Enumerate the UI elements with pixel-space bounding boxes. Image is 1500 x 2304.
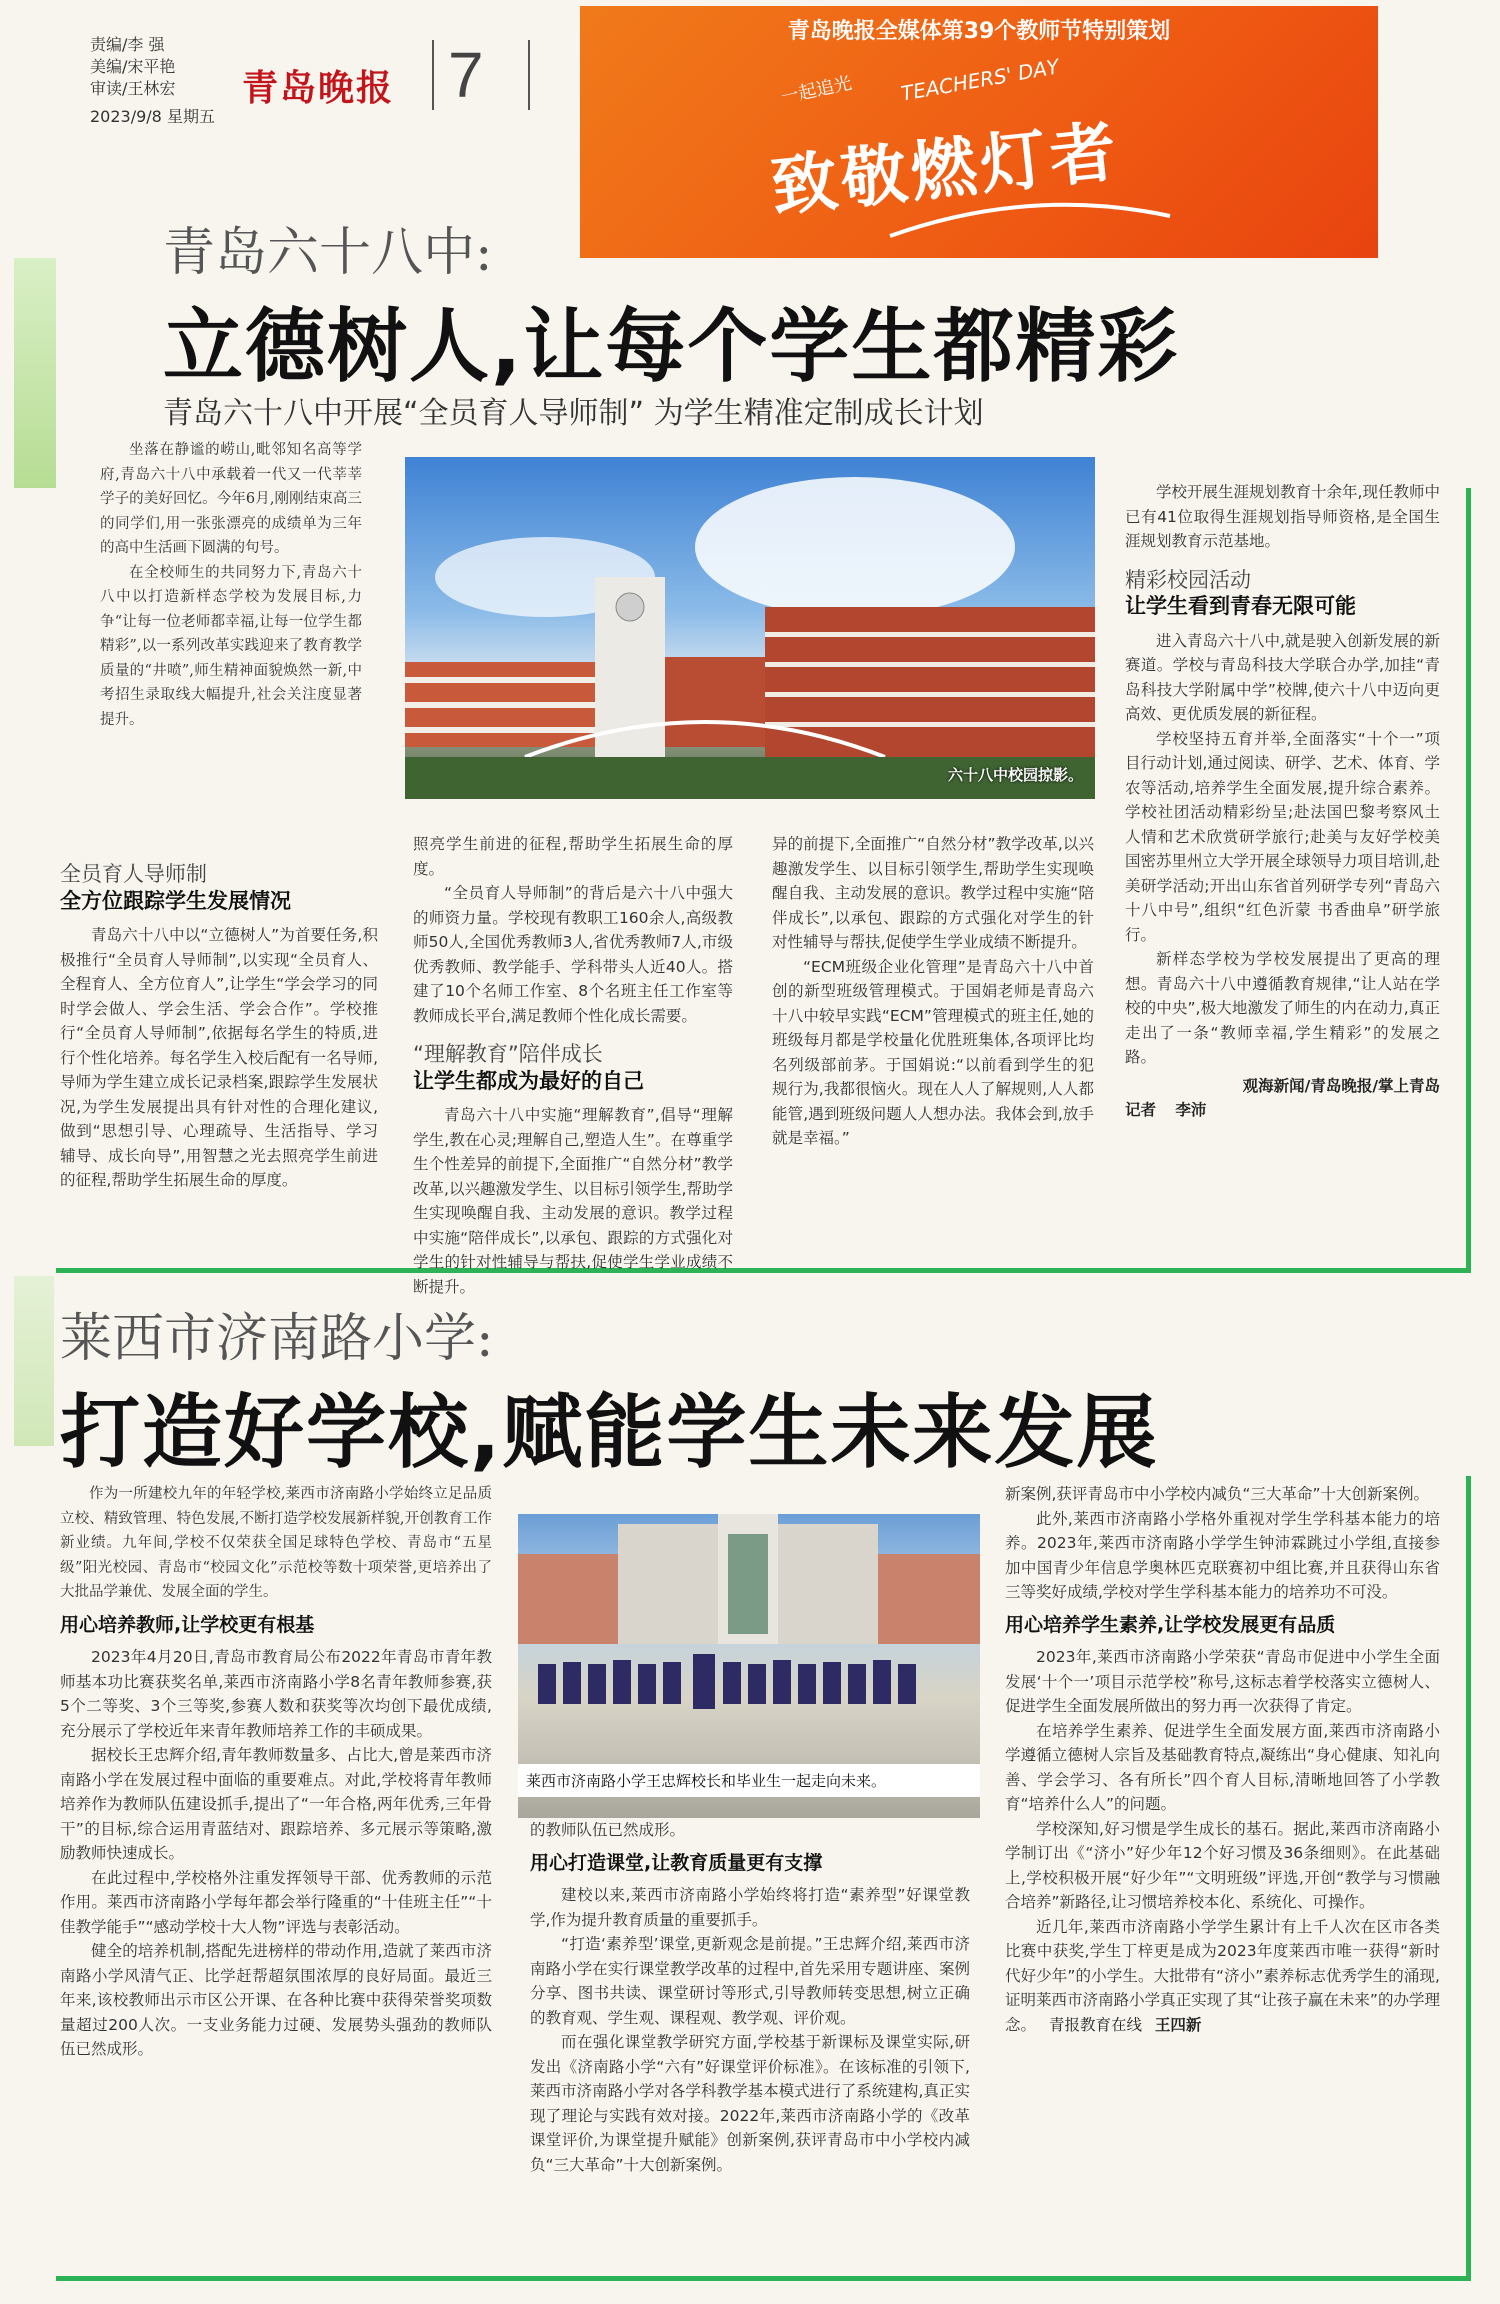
page-number: 7 bbox=[448, 39, 484, 111]
paragraph: 此外,莱西市济南路小学格外重视对学生学科基本能力的培养。2023年,莱西市济南路小学学生钟沛霖跳过小学组,直接参加中国青少年信息学奥林匹克联赛初中组比赛,并且获得山东省三等奖好成绩,学校对学生学科基本能力的培养功不可没。 bbox=[1005, 1509, 1440, 1601]
byline-source: 观海新闻/青岛晚报/掌上青岛 bbox=[1242, 1076, 1440, 1095]
paragraph: 而在强化课堂教学研究方面,学校基于新课标及课堂实际,研发出《济南路小学“六有”好课堂评价标准》。在该标准的引领下,莱西市济南路小学对各学科教学基本模式进行了系统建构,真正实现了理论与实践有效对接。2022年,莱西市济南路小学的《改革课堂评价,为课堂提升赋能》创新案例,获评青岛市中小学校内减负“三大革命”十大创新案例。 bbox=[530, 2033, 970, 2174]
paragraph: “ECM班级企业化管理”是青岛六十八中首创的新型班级管理模式。于国娟老师是青岛六十八中较早实践“ECM”管理模式的班主任,她的班级每月都是学校量化优胜班集体,各项评比均名列级部前茅。于国娟说:“以前看到学生的犯规行为,我都很恼火。现在人人了解规则,人人都能管,遇到班级问题人人想办法。我体会到,放手就是幸福。” bbox=[772, 957, 1094, 1147]
divider bbox=[432, 40, 434, 110]
article2-headline: 打造好学校,赋能学生未来发展 bbox=[60, 1386, 1159, 1479]
paragraph: 在培养学生素养、促进学生全面发展方面,莱西市济南路小学遵循立德树人宗旨及基础教育特点,凝练出“身心健康、知礼向善、学会学习、各有所长”四个育人目标,清晰地回答了小学教育“培养什么人”的问题。 bbox=[1005, 1721, 1440, 1813]
paragraph: 坐落在静谧的崂山,毗邻知名高等学府,青岛六十八中承载着一代又一代莘莘学子的美好回忆。今年6月,刚刚结束高三的同学们,用一张张漂亮的成绩单为三年的高中生活画下圆满的句号。 bbox=[100, 442, 362, 556]
editor-credit: 责编/李 强 bbox=[90, 35, 165, 54]
paragraph: 作为一所建校九年的年轻学校,莱西市济南路小学始终立足品质立校、精致管理、特色发展,不断打造学校发展新样貌,开创教育工作新业绩。九年间,学校不仅荣获全国足球特色学校、青岛市“五星级”阳光校园、青岛市“校园文化”示范校等数十项荣誉,更培养出了大批品学兼优、发展全面的学生。 bbox=[60, 1486, 492, 1600]
paragraph-text: 近几年,莱西市济南路小学学生累计有上千人次在区市各类比赛中获奖,学生丁梓更是成为2023年度莱西市唯一获得“新时代好少年”的小学生。大批带有“济小”素养标志优秀学生的涌现,证明莱西市济南路小学真正实现了其“让孩子赢在未来”的办学理念。 bbox=[1005, 1917, 1440, 2034]
section-kicker: “理解教育”陪伴成长 bbox=[413, 1042, 603, 1066]
decorative-leaf-strip bbox=[14, 1276, 54, 1446]
paper-logo: 青岛晚报 bbox=[242, 67, 395, 109]
paragraph: 新案例,获评青岛市中小学校内减负“三大革命”十大创新案例。 bbox=[1005, 1485, 1429, 1503]
paragraph: 青岛六十八中以“立德树人”为首要任务,积极推行“全员育人导师制”,以实现“全员育人、全程育人、全方位育人”,让学生“学会学习的同时学会做人、学会生活、学会合作”。学校推行“全员育人导师制”,依据每名学生的特质,进行个性化培养。每名学生入校后配有一名导师,导师为学生建立成长记录档案,跟踪学生发展状况,为学生发展提出具有针对性的合理化建议,做到“思想引导、心理疏导、生活指导、学习辅导、成长向导”,用智慧之光去照亮学生前进的征程,帮助学生拓展生命的厚度。 bbox=[60, 926, 378, 1189]
article2-col3 bbox=[1005, 1482, 1440, 2037]
paragraph: 学校坚持五育并举,全面落实“十个一”项目行动计划,通过阅读、研学、艺术、体育、学农等活动,培养学生全面发展,提升综合素养。学校社团活动精彩纷呈;赴法国巴黎考察风土人情和艺术欣赏研学旅行;赴美与友好学校美国密苏里州立大学开展全球领导力项目培训,赴美研学活动;开出山东省首列研学专列“青岛六十八中号”,组织“红色沂蒙 书香曲阜”研学旅行。 bbox=[1125, 729, 1440, 944]
article1-col4 bbox=[1125, 480, 1440, 1123]
special-banner bbox=[580, 6, 1378, 258]
paragraph: 学校深知,好习惯是学生成长的基石。据此,莱西市济南路小学制订出《“济小”好少年12个好习惯及36条细则》。在此基础上,学校积极开展“好少年”“文明班级”评选,开创“教学与习惯融合培养”新路径,让习惯培养校本化、系统化、可操作。 bbox=[1005, 1819, 1440, 1911]
issue-date: 2023/9/8 星期五 bbox=[90, 107, 215, 126]
section-title: 用心培养学生素养,让学校发展更有品质 bbox=[1005, 1613, 1336, 1636]
paragraph: 健全的培养机制,搭配先进榜样的带动作用,造就了莱西市济南路小学风清气正、比学赶帮超氛围浓厚的良好局面。最近三年来,该校教师出示市区公开课、在各种比赛中获得荣誉奖项数量超过200人次。一支业务能力过硬、发展势头强劲的教师队伍已然成形。 bbox=[60, 1942, 492, 2058]
article1-col1 bbox=[60, 848, 378, 1275]
article2-col1 bbox=[60, 1482, 492, 2063]
article1-deck: 青岛六十八中开展“全员育人导师制” 为学生精准定制成长计划 bbox=[163, 396, 984, 431]
photo-caption: 六十八中校园掠影。 bbox=[947, 766, 1083, 784]
section-kicker: 精彩校园活动 bbox=[1125, 567, 1251, 592]
paragraph: 据校长王忠辉介绍,青年教师数量多、占比大,曾是莱西市济南路小学在发展过程中面临的重要难点。对此,学校将青年教师培养作为教师队伍建设抓手,提出了“一年合格,两年优秀,三年骨干”的目标,综合运用青蓝结对、跟踪培养、多元展示等策略,激励教师快速成长。 bbox=[60, 1746, 492, 1862]
article2-col2 bbox=[530, 1818, 970, 2226]
photo-caption: 莱西市济南路小学王忠辉校长和毕业生一起走向未来。 bbox=[518, 1764, 980, 1797]
decorative-leaf-strip bbox=[14, 258, 56, 488]
paragraph: 在此过程中,学校格外注重发挥领导干部、优秀教师的示范作用。莱西市济南路小学每年都会举行隆重的“十佳班主任”“十佳教学能手”“感动学校十大人物”评选与表彰活动。 bbox=[60, 1868, 492, 1936]
section-kicker: 全员育人导师制 bbox=[60, 862, 207, 886]
article1-headline: 立德树人,让每个学生都精彩 bbox=[163, 300, 1180, 393]
paragraph: 照亮学生前进的征程,帮助学生拓展生命的厚度。 bbox=[413, 835, 733, 878]
banner-swoosh-icon bbox=[880, 196, 1180, 246]
paragraph: 新样态学校为学校发展提出了更高的理想。青岛六十八中遵循教育规律,“让人站在学校的中央”,极大地激发了师生的内在动力,真正走出了一条“教师幸福,学生精彩”的发展之路。 bbox=[1125, 950, 1440, 1066]
banner-deco-text: TEACHERS' DAY bbox=[899, 54, 1061, 106]
paragraph: 学校开展生涯规划教育十余年,现任教师中已有41位取得生涯规划指导师资格,是全国生涯规划教育示范基地。 bbox=[1125, 483, 1440, 550]
byline-name: 王四新 bbox=[1154, 2015, 1202, 2034]
paragraph: 进入青岛六十八中,就是驶入创新发展的新赛道。学校与青岛科技大学联合办学,加挂“青岛科技大学附属中学”校牌,使六十八中迈向更高效、更优质发展的新征程。 bbox=[1125, 631, 1440, 723]
article2-kicker: 莱西市济南路小学: bbox=[60, 1309, 494, 1369]
campus-photo bbox=[405, 457, 1095, 799]
paragraph: 2023年,莱西市济南路小学荣获“青岛市促进中小学生全面发展‘十个一’项目示范学校”称号,这标志着学校落实立德树人、促进学生全面发展所做出的努力再一次获得了肯定。 bbox=[1005, 1648, 1440, 1715]
byline-reporter bbox=[1125, 1098, 1440, 1123]
article1-col2 bbox=[413, 832, 733, 1296]
paragraph: “全员育人导师制”的背后是六十八中强大的师资力量。学校现有教职工160余人,高级教师50人,全国优秀教师3人,省优秀教师7人,市级优秀教师、教学能手、学科带头人近40人。搭建了10个名师工作室、8个名班主任工作室等教师成长平台,满足教师个性化成长需要。 bbox=[413, 884, 733, 1025]
reporter-label: 记者 bbox=[1125, 1101, 1157, 1119]
paragraph: 在全校师生的共同努力下,青岛六十八中以打造新样态学校为发展目标,力争“让每一位老师都幸福,让每一位学生都精彩”,以一系列改革实践迎来了教育教学质量的“井喷”,师生精神面貌焕然一新,中考招生录取线大幅提升,社会关注度显著提升。 bbox=[100, 564, 362, 728]
article1-intro bbox=[100, 438, 362, 732]
banner-main-title: 致敬燃灯者 bbox=[767, 111, 1124, 227]
paragraph bbox=[1005, 1915, 1440, 2038]
paragraph: 建校以来,莱西市济南路小学始终将打造“素养型”好课堂教学,作为提升教育质量的重要抓手。 bbox=[530, 1886, 970, 1929]
section-title: 让学生都成为最好的自己 bbox=[413, 1068, 644, 1093]
reviewer-credit: 审读/王林宏 bbox=[90, 79, 176, 98]
section-title: 用心培养教师,让学校更有根基 bbox=[60, 1613, 315, 1636]
byline-source: 青报教育在线 bbox=[1048, 2015, 1142, 2034]
article1-kicker: 青岛六十八中: bbox=[163, 223, 493, 283]
section-title: 全方位跟踪学生发展情况 bbox=[60, 888, 291, 913]
campus-building-illustration bbox=[405, 457, 1095, 799]
masthead-credits bbox=[90, 34, 215, 128]
article1-col3 bbox=[772, 832, 1094, 1151]
paragraph: “打造‘素养型’课堂,更新观念是前提。”王忠辉介绍,莱西市济南路小学在实行课堂教学改革的过程中,首先采用专题讲座、案例分享、图书共读、课堂研讨等形式,引导教师转变思想,树立正确的教育观、学生观、课程观、教学观、评价观。 bbox=[530, 1935, 970, 2027]
byline bbox=[1125, 1074, 1440, 1099]
paragraph: 的教师队伍已然成形。 bbox=[530, 1821, 686, 1839]
banner-subtitle: 一起追光 bbox=[778, 72, 854, 109]
section-title: 让学生看到青春无限可能 bbox=[1125, 594, 1356, 618]
paragraph: 青岛六十八中实施“理解教育”,倡导“理解学生,教在心灵;理解自己,塑造人生”。在尊重学生个性差异的前提下,全面推广“自然分材”教学改革,以兴趣激发学生、以目标引领学生,帮助学生实现唤醒自我、主动发展的意识。教学过程中实施“陪伴成长”,以承包、跟踪的方式强化对学生的针对性辅导与帮扶,促使学生学业成绩不断提升。 bbox=[413, 1106, 733, 1296]
designer-credit: 美编/宋平艳 bbox=[90, 57, 176, 76]
section-title: 用心打造课堂,让教育质量更有支撑 bbox=[530, 1851, 823, 1874]
banner-title: 青岛晚报全媒体第39个教师节特别策划 bbox=[787, 19, 1171, 44]
reporter-name: 李沛 bbox=[1175, 1101, 1207, 1119]
divider bbox=[528, 40, 530, 110]
paragraph: 异的前提下,全面推广“自然分材”教学改革,以兴趣激发学生、以目标引领学生,帮助学生实现唤醒自我、主动发展的意识。教学过程中实施“陪伴成长”,以承包、跟踪的方式强化对学生的针对性辅导与帮扶,促使学生学业成绩不断提升。 bbox=[772, 835, 1094, 951]
paragraph: 2023年4月20日,青岛市教育局公布2022年青岛市青年教师基本功比赛获奖名单,莱西市济南路小学8名青年教师参赛,获5个二等奖、3个三等奖,参赛人数和获奖等次均创下最优成绩,充分展示了学校近年来青年教师培养工作的丰硕成果。 bbox=[60, 1648, 492, 1740]
